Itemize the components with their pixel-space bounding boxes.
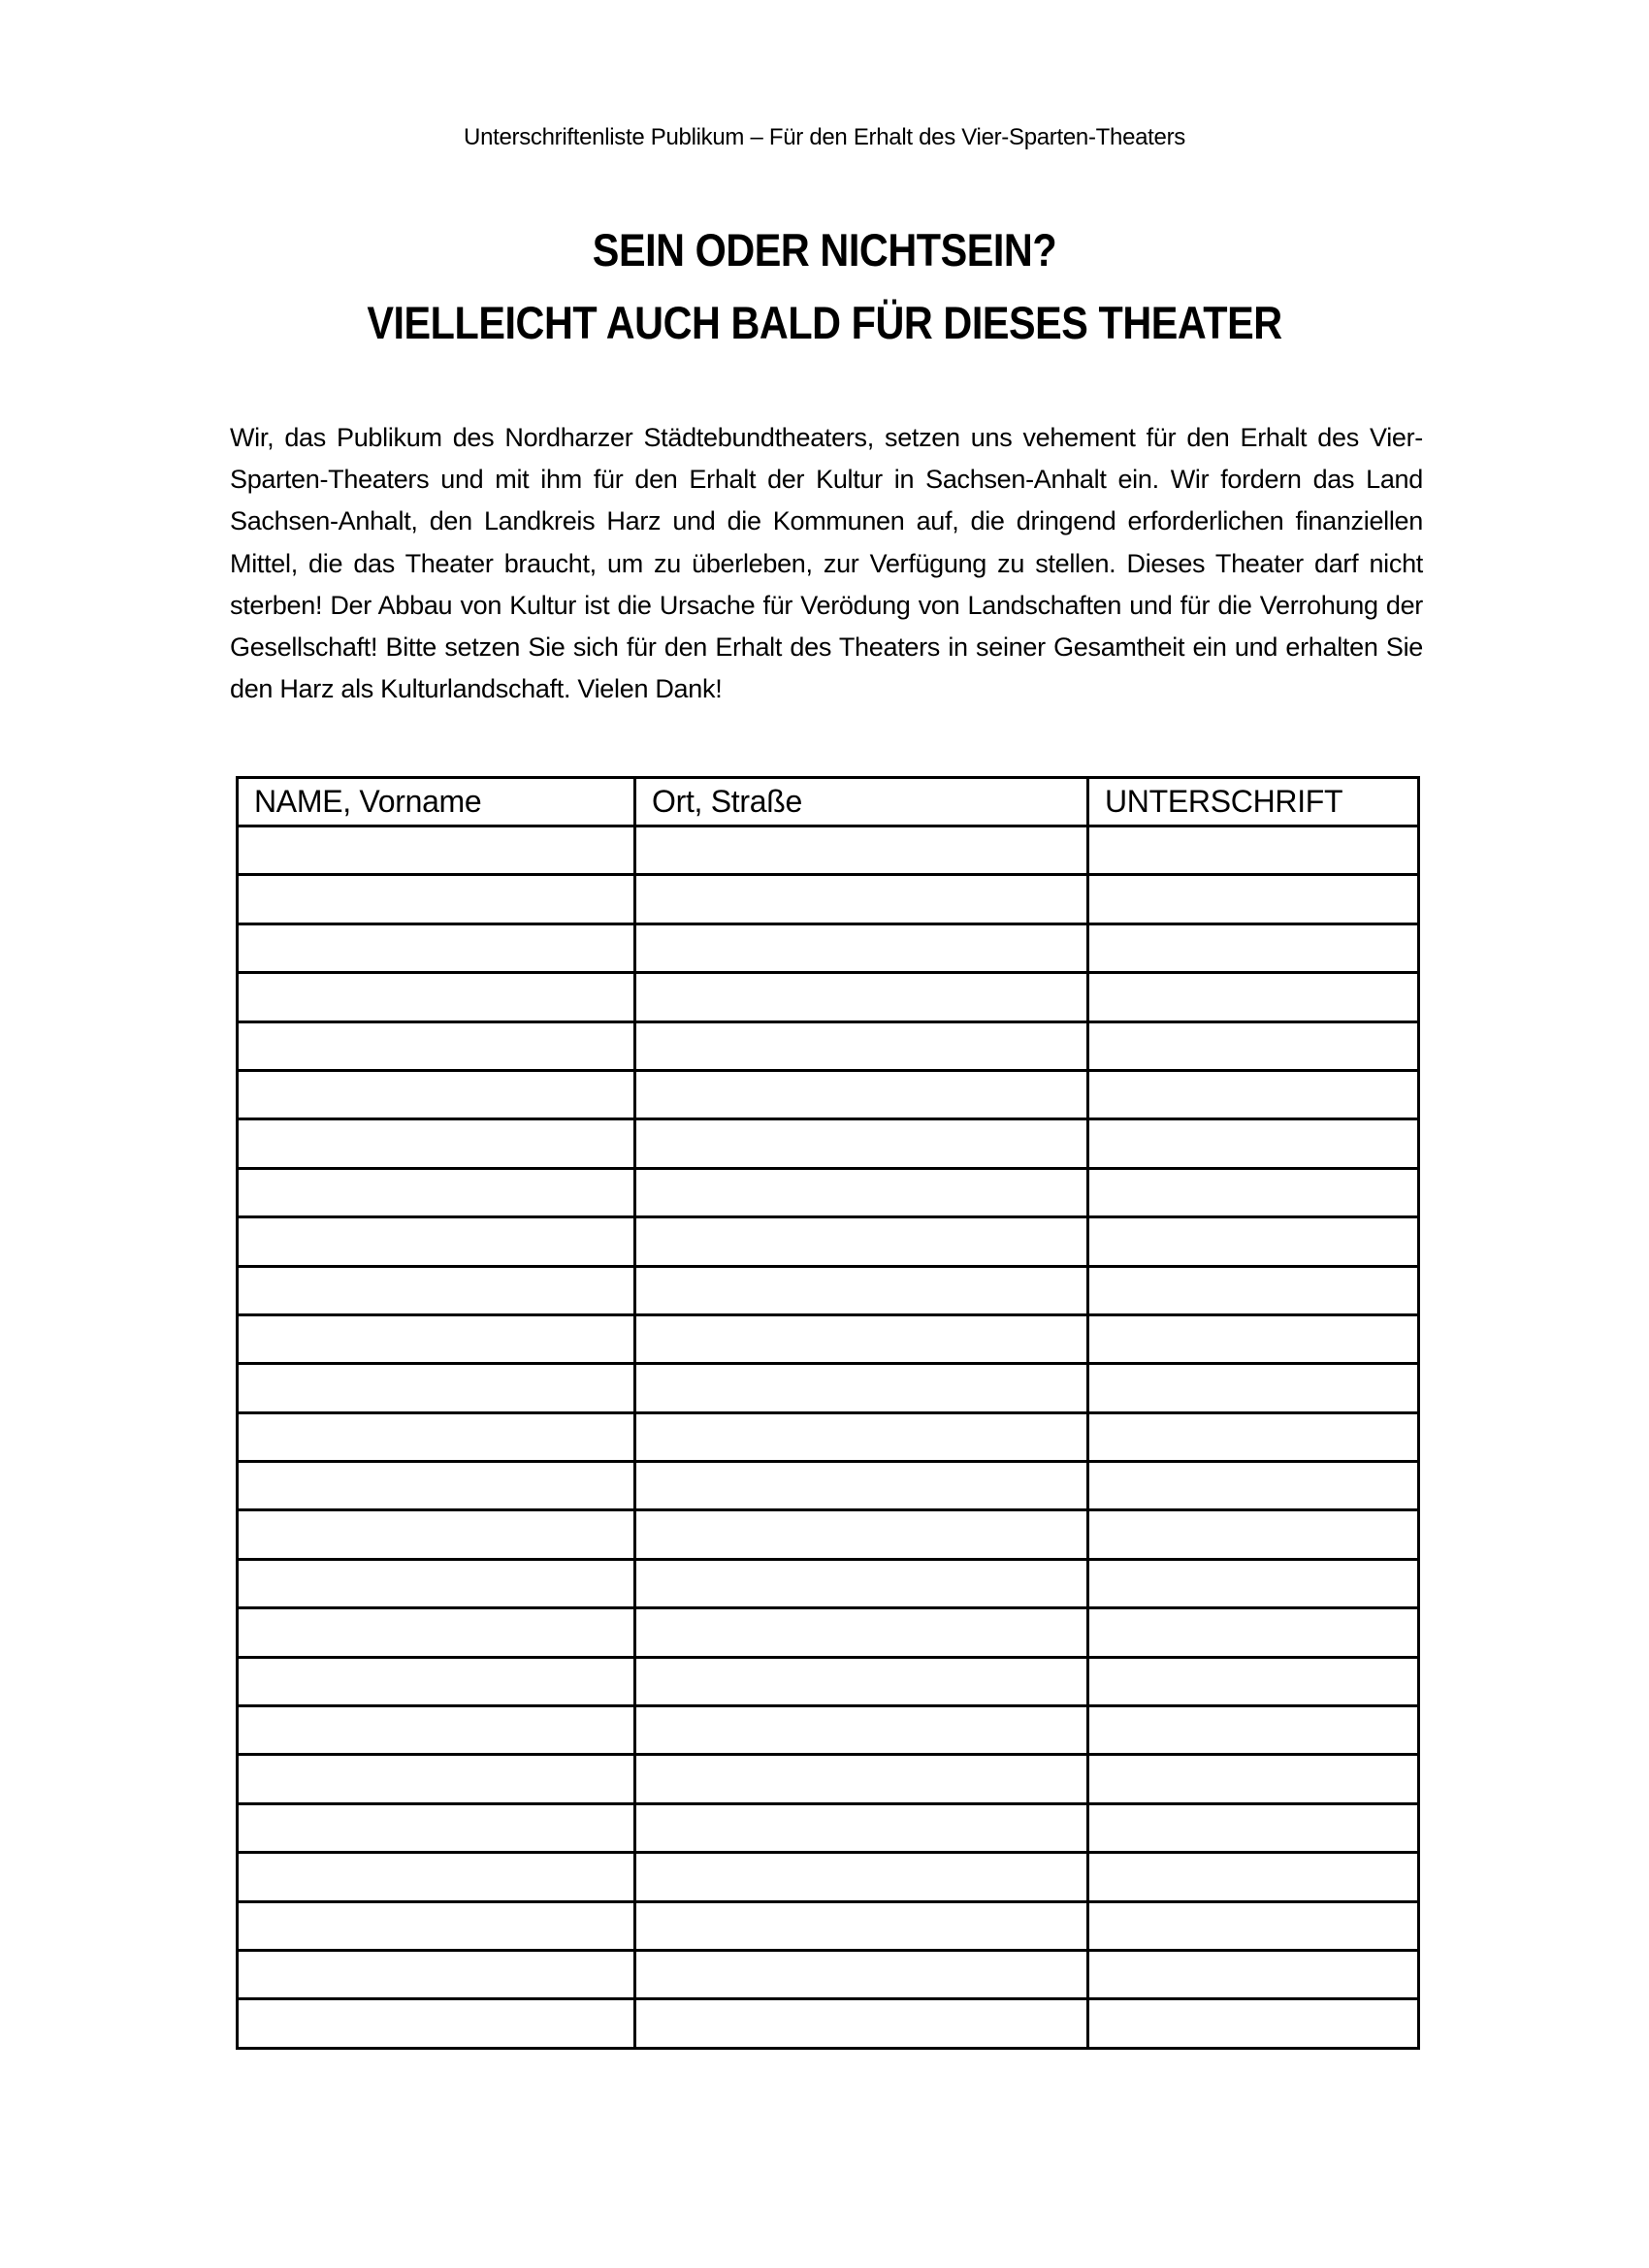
name-cell[interactable] [238,973,635,1021]
signature-cell[interactable] [1088,1755,1419,1803]
signature-cell[interactable] [1088,1901,1419,1950]
signature-cell[interactable] [1088,1168,1419,1216]
address-cell[interactable] [635,1803,1088,1852]
signature-cell[interactable] [1088,1462,1419,1510]
signature-cell[interactable] [1088,1070,1419,1118]
signature-cell[interactable] [1088,1608,1419,1657]
address-cell[interactable] [635,1950,1088,1998]
address-cell[interactable] [635,1266,1088,1314]
name-cell[interactable] [238,1119,635,1168]
address-cell[interactable] [635,1706,1088,1755]
signature-cell[interactable] [1088,923,1419,972]
name-cell[interactable] [238,1657,635,1705]
signature-table [236,776,1420,2050]
address-cell[interactable] [635,875,1088,923]
address-cell[interactable] [635,1510,1088,1559]
petition-text: Wir, das Publikum des Nordharzer Städtebundtheaters, setzen uns vehement für den Erhalt des Vier-Sparten-Theaters und mit ihm für den Erhalt der Kultur in Sachsen-Anhalt ein. Wir fordern das Land Sachsen-Anhalt, den Landkreis Harz und die Kommunen auf, die dringend erforderlichen finanziellen Mittel, die das Theater braucht, um zu überleben, zur Verfügung zu stellen. Dieses Theater darf nicht sterben! Der Abbau von Kultur ist die Ursache für Verödung von Landschaften und für die Verrohung der Gesellschaft! Bitte setzen Sie sich für den Erhalt des Theaters in seiner Gesamtheit ein und erhalten Sie den Harz als Kulturlandschaft. Vielen Dank! [230,423,1423,704]
table-row [238,1853,1419,1901]
signature-cell[interactable] [1088,1559,1419,1607]
column-header-signature: UNTERSCHRIFT [1088,778,1419,826]
table-row [238,875,1419,923]
name-cell[interactable] [238,826,635,875]
document-title-line-2: VIELLEICHT AUCH BALD FÜR DIESES THEATER [367,297,1282,348]
signature-cell[interactable] [1088,826,1419,875]
address-cell[interactable] [635,826,1088,875]
table-row [238,1412,1419,1461]
signature-cell[interactable] [1088,1853,1419,1901]
address-cell[interactable] [635,1755,1088,1803]
address-cell[interactable] [635,1853,1088,1901]
table-row [238,923,1419,972]
address-cell[interactable] [635,1168,1088,1216]
name-cell[interactable] [238,1021,635,1070]
address-cell[interactable] [635,1364,1088,1412]
table-row [238,1119,1419,1168]
address-cell[interactable] [635,1559,1088,1607]
name-cell[interactable] [238,1462,635,1510]
address-cell[interactable] [635,1314,1088,1363]
signature-cell[interactable] [1088,1119,1419,1168]
signature-cell[interactable] [1088,1021,1419,1070]
signature-cell[interactable] [1088,1510,1419,1559]
address-cell[interactable] [635,1999,1088,2048]
name-cell[interactable] [238,923,635,972]
name-cell[interactable] [238,1608,635,1657]
table-row [238,1999,1419,2048]
table-row [238,1510,1419,1559]
name-cell[interactable] [238,875,635,923]
table-row [238,1803,1419,1852]
name-cell[interactable] [238,1510,635,1559]
table-row [238,1364,1419,1412]
name-cell[interactable] [238,1070,635,1118]
address-cell[interactable] [635,1021,1088,1070]
address-cell[interactable] [635,1608,1088,1657]
table-header-row [238,778,1419,826]
name-cell[interactable] [238,1803,635,1852]
signature-cell[interactable] [1088,1657,1419,1705]
name-cell[interactable] [238,1266,635,1314]
table-row [238,1608,1419,1657]
table-row [238,973,1419,1021]
name-cell[interactable] [238,1168,635,1216]
signature-cell[interactable] [1088,1412,1419,1461]
signature-table-body [238,826,1419,2049]
signature-cell[interactable] [1088,1950,1419,1998]
signature-cell[interactable] [1088,1217,1419,1266]
address-cell[interactable] [635,1901,1088,1950]
table-row [238,1314,1419,1363]
signature-cell[interactable] [1088,973,1419,1021]
table-row [238,1559,1419,1607]
signature-cell[interactable] [1088,1803,1419,1852]
column-header-address: Ort, Straße [635,778,1088,826]
signature-cell[interactable] [1088,875,1419,923]
address-cell[interactable] [635,1462,1088,1510]
table-row [238,1950,1419,1998]
table-row [238,1021,1419,1070]
name-cell[interactable] [238,1314,635,1363]
document-title-line-1: SEIN ODER NICHTSEIN? [592,224,1057,275]
table-row [238,1217,1419,1266]
name-cell[interactable] [238,1901,635,1950]
address-cell[interactable] [635,923,1088,972]
table-row [238,1755,1419,1803]
column-header-name: NAME, Vorname [238,778,635,826]
address-cell[interactable] [635,1070,1088,1118]
signature-cell[interactable] [1088,1314,1419,1363]
name-cell[interactable] [238,1853,635,1901]
address-cell[interactable] [635,1657,1088,1705]
name-cell[interactable] [238,1950,635,1998]
address-cell[interactable] [635,1217,1088,1266]
table-row [238,1266,1419,1314]
name-cell[interactable] [238,1217,635,1266]
name-cell[interactable] [238,1364,635,1412]
table-row [238,826,1419,875]
signature-cell[interactable] [1088,1364,1419,1412]
address-cell[interactable] [635,1412,1088,1461]
name-cell[interactable] [238,1999,635,2048]
document-subtitle: Unterschriftenliste Publikum – Für den Erhalt des Vier-Sparten-Theaters [464,124,1185,150]
name-cell[interactable] [238,1559,635,1607]
signature-cell[interactable] [1088,1706,1419,1755]
name-cell[interactable] [238,1412,635,1461]
signature-cell[interactable] [1088,1266,1419,1314]
table-row [238,1706,1419,1755]
address-cell[interactable] [635,973,1088,1021]
name-cell[interactable] [238,1706,635,1755]
name-cell[interactable] [238,1755,635,1803]
table-row [238,1070,1419,1118]
table-row [238,1168,1419,1216]
address-cell[interactable] [635,1119,1088,1168]
table-row [238,1901,1419,1950]
table-row [238,1462,1419,1510]
signature-cell[interactable] [1088,1999,1419,2048]
table-row [238,1657,1419,1705]
